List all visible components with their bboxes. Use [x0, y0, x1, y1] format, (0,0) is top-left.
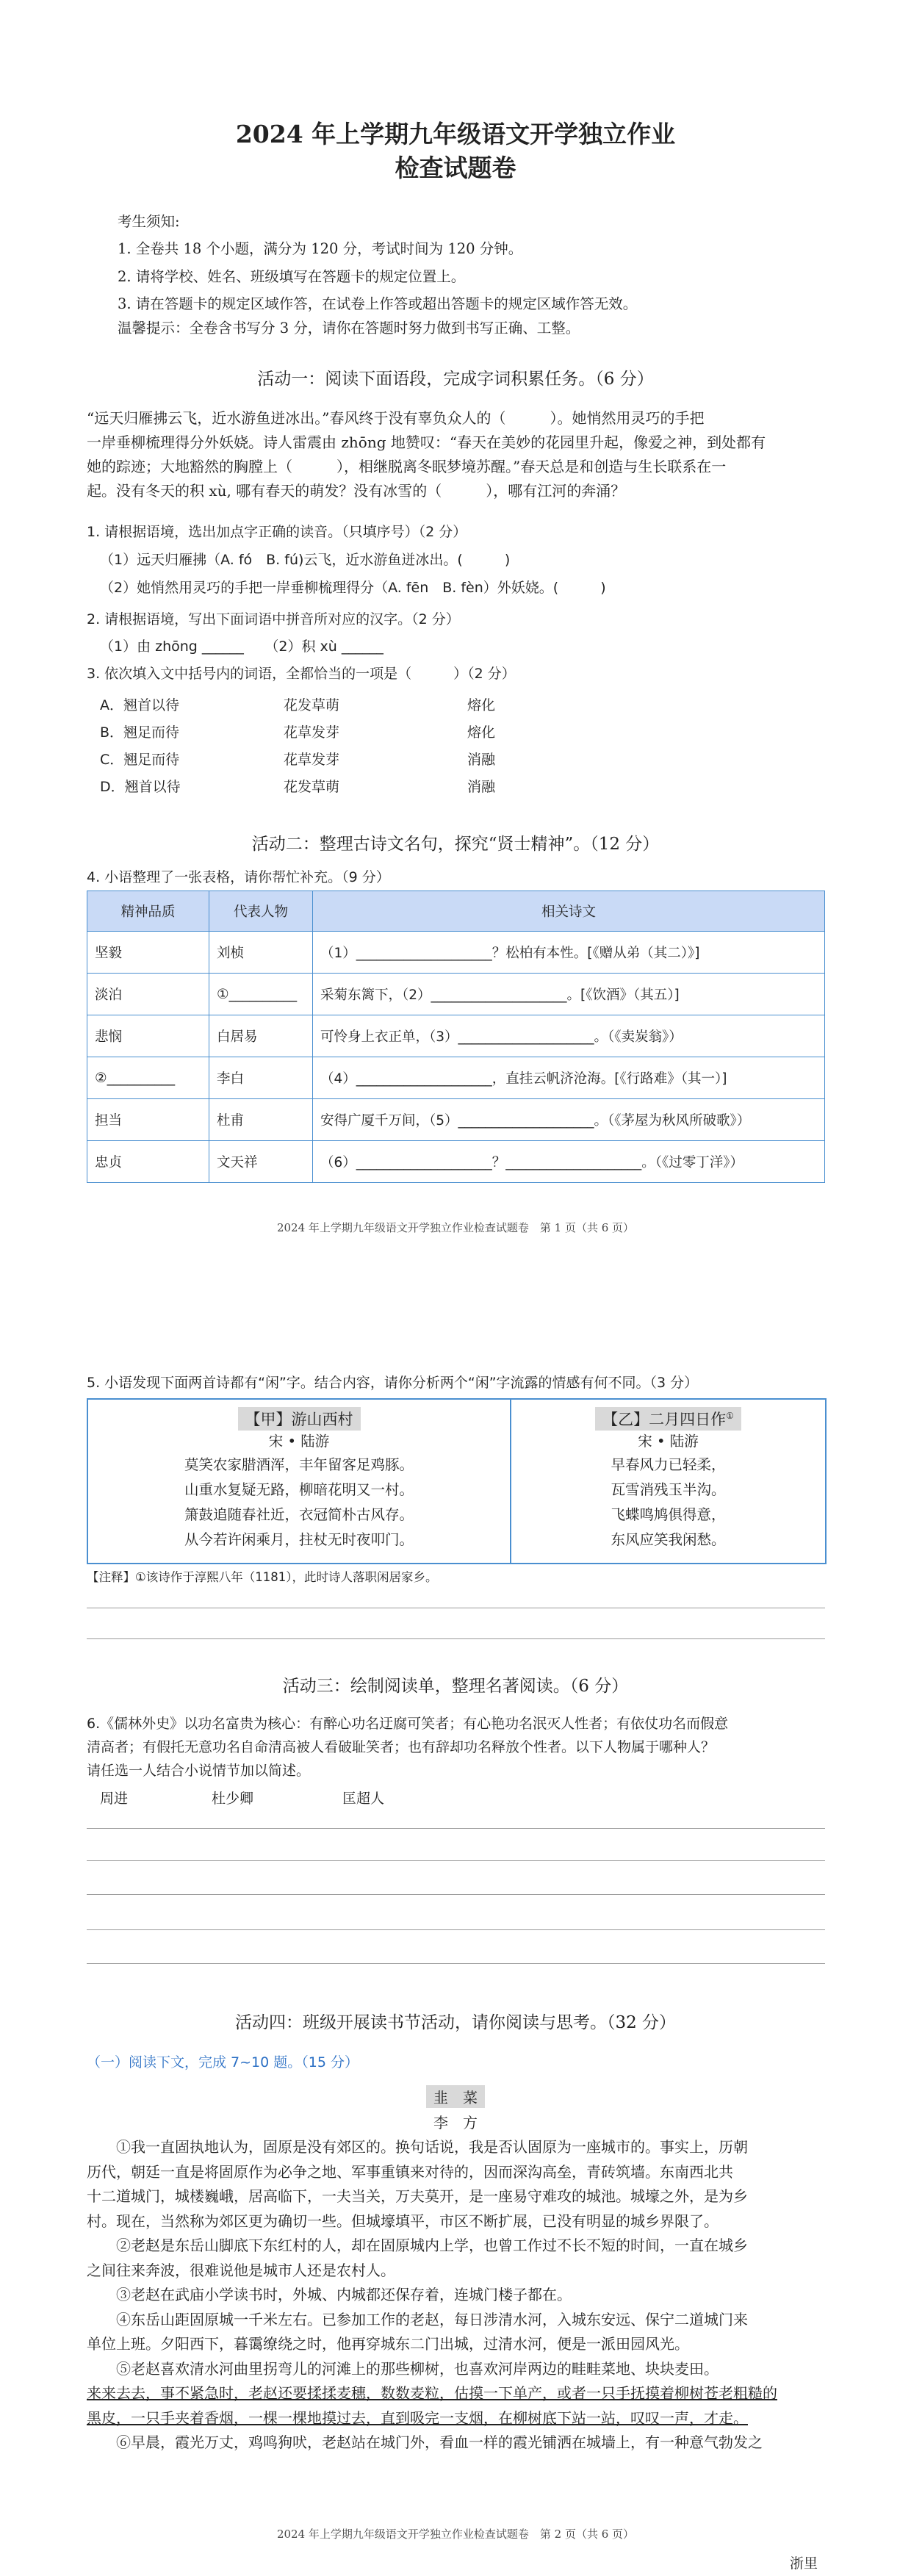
- notice-item-3: 3. 请在答题卡的规定区域作答，在试卷上作答或超出答题卡的规定区域作答无效。: [118, 295, 638, 312]
- cell-poem[interactable]: （1）____________________？松柏有本性。[《赠从弟（其二）》]: [313, 932, 825, 974]
- q3-option-c: C．翘足而待 花草发芽 消融: [100, 752, 496, 768]
- q4-table: [87, 891, 825, 1183]
- table-row: [87, 1099, 825, 1141]
- page-footer-1: 2024 年上学期九年级语文开学独立作业检查试题卷 第 1 页（共 6 页）: [276, 1221, 635, 1234]
- essay-line: ③老赵在武庙小学读书时，外城、内城都还保存着，连城门楼子都在。: [116, 2286, 572, 2303]
- header-quality: 精神品质: [87, 891, 209, 932]
- person-option: 匡超人: [342, 1791, 385, 1807]
- poem-b-line: 瓦雪消残玉半沟。: [611, 1481, 726, 1498]
- q3-option-b: B．翘足而待 花草发芽 熔化: [100, 724, 496, 741]
- cell-quality: 担当: [87, 1099, 209, 1141]
- poem-b-title: 【乙】二月四日作①: [595, 1407, 741, 1431]
- notice-tip: 温馨提示：全卷含书写分 3 分，请你在答题时努力做到书写正确、工整。: [118, 320, 580, 337]
- essay-line: ②老赵是东岳山脚底下东红村的人，却在固原城内上学，也曾工作过不长不短的时间，一直在城乡: [116, 2237, 748, 2254]
- passage-line: 一岸垂柳梳理得分外妖娆。诗人雷震由 zhōng 地赞叹：“春天在美妙的花园里升起，像爱之神，到处都有: [87, 433, 766, 451]
- q3-option-a: A．翘首以待 花发草萌 熔化: [100, 697, 496, 713]
- q6-people: [100, 1788, 384, 1807]
- cell-person: 白居易: [209, 1015, 313, 1057]
- table-row: [87, 1015, 825, 1057]
- essay-line: 单位上班。夕阳西下，暮霭缭绕之时，他再穿城东二门出城，过清水河，便是一派田园风光。: [87, 2335, 689, 2353]
- essay-line: 十二道城门，城楼巍峨，居高临下，一夫当关，万夫莫开，是一座易守难攻的城池。城壕之外，是为乡: [87, 2187, 748, 2205]
- answer-line[interactable]: [87, 1894, 825, 1895]
- cell-person[interactable]: ①__________: [209, 974, 313, 1015]
- poem-b-line: 东风应笑我闲愁。: [611, 1531, 726, 1548]
- notice-item-1: 1. 全卷共 18 个小题，满分为 120 分，考试时间为 120 分钟。: [118, 240, 523, 257]
- q2-stem: 2. 请根据语境，写出下面词语中拼音所对应的汉字。（2 分）: [87, 611, 460, 627]
- answer-line[interactable]: [87, 1963, 825, 1964]
- activity3-title: 活动三：绘制阅读单，整理名著阅读。（6 分）: [282, 1677, 629, 1696]
- essay-title-wrap: [0, 2085, 911, 2108]
- table-row: [87, 974, 825, 1015]
- activity2-title: 活动二：整理古诗文名句，探究“贤士精神”。（12 分）: [251, 835, 660, 854]
- cell-quality: 悲悯: [87, 1015, 209, 1057]
- poem-b-author: 宋 • 陆游: [638, 1433, 699, 1450]
- cell-person: 李白: [209, 1057, 313, 1099]
- person-option: 周进: [100, 1791, 129, 1807]
- table-row: [87, 1141, 825, 1183]
- q6-line: 清高者；有假托无意功名自命清高被人看破耻笑者；也有辞却功名释放个性者。以下人物属于哪种人？: [87, 1739, 716, 1755]
- passage-line: 起。没有冬天的积 xù, 哪有春天的萌发？没有冰雪的（ ），哪有江河的奔涌？: [87, 482, 626, 500]
- cell-poem[interactable]: （6）____________________？____________________。（《过零丁洋》）: [313, 1141, 825, 1183]
- poem-a-line: 山重水复疑无路，柳暗花明又一村。: [184, 1481, 414, 1498]
- q6-stem: [87, 1712, 829, 1782]
- section-one-heading: （一）阅读下文，完成 7~10 题。（15 分）: [87, 2054, 359, 2070]
- cell-poem[interactable]: 安得广厦千万间，（5）____________________。（《茅屋为秋风所破歌》）: [313, 1099, 825, 1141]
- essay-line: ④东岳山距固原城一千米左右。已参加工作的老赵，每日涉清水河，入城东安远、保宁二道城门来: [116, 2310, 748, 2328]
- essay-line: ⑥早晨，霞光万丈，鸡鸣狗吠，老赵站在城门外，看血一样的霞光铺洒在城墙上，有一种意气勃发之: [116, 2433, 763, 2451]
- q6-line: 6.《儒林外史》以功名富贵为核心：有醉心功名迂腐可笑者；有心艳功名泯灭人性者；有依仗功名而假意: [87, 1716, 729, 1732]
- q4-table-header: [87, 891, 825, 932]
- cell-poem[interactable]: 采菊东篱下，（2）____________________。[《饮酒》（其五）]: [313, 974, 825, 1015]
- activity1-passage: [87, 406, 825, 503]
- answer-line[interactable]: [87, 1638, 825, 1639]
- cell-person: 刘桢: [209, 932, 313, 974]
- poem-a-line: 莫笑农家腊酒浑，丰年留客足鸡豚。: [184, 1456, 414, 1473]
- answer-line[interactable]: [87, 1860, 825, 1861]
- q5-note: 【注释】①该诗作于淳熙八年（1181），此时诗人落职闲居家乡。: [87, 1570, 438, 1584]
- poem-a-title: 【甲】游山西村: [238, 1407, 361, 1431]
- poem-a: [88, 1407, 510, 1553]
- q6-line: 请任选一人结合小说情节加以简述。: [87, 1763, 311, 1779]
- essay-author: 李 方: [433, 2114, 478, 2131]
- poem-a-line: 箫鼓追随春社近，衣冠简朴古风存。: [184, 1506, 414, 1523]
- essay-line: ⑤老赵喜欢清水河曲里拐弯儿的河滩上的那些柳树，也喜欢河岸两边的畦畦菜地、块块麦田。: [116, 2359, 719, 2378]
- poem-a-line: 从今若许闲乘月，拄杖无时夜叩门。: [184, 1531, 414, 1548]
- table-row: [87, 932, 825, 974]
- exam-title-line1: 2024 年上学期九年级语文开学独立作业: [235, 120, 676, 148]
- q1-option-2: （2）她悄然用灵巧的手把一岸垂柳梳理得分（A. fēn B. fèn）外妖娆。( ): [100, 580, 606, 596]
- header-person: 代表人物: [209, 891, 313, 932]
- page-footer-2: 2024 年上学期九年级语文开学独立作业检查试题卷 第 2 页（共 6 页）: [276, 2528, 635, 2541]
- q3-option-d: D．翘首以待 花发草萌 消融: [100, 779, 496, 795]
- cell-poem[interactable]: 可怜身上衣正单，（3）____________________。（《卖炭翁》）: [313, 1015, 825, 1057]
- corner-mark: 浙里: [790, 2555, 818, 2572]
- poem-b-line: 飞蝶鸣鸠俱得意，: [611, 1506, 726, 1523]
- cell-person: 杜甫: [209, 1099, 313, 1141]
- passage-line: “远天归雁拂云飞，近水游鱼迸冰出。”春风终于没有辜负众人的（ ）。她悄然用灵巧的手把: [87, 409, 705, 427]
- poem-b-line: 早春风力已轻柔，: [611, 1456, 726, 1473]
- q1-stem: 1. 请根据语境，选出加点字正确的读音。（只填序号）（2 分）: [87, 524, 467, 540]
- essay-line: ①我一直固执地认为，固原是没有郊区的。换句话说，我是否认固原为一座城市的。事实上，历朝: [116, 2138, 748, 2156]
- notice-heading: 考生须知:: [118, 213, 180, 230]
- activity1-title: 活动一：阅读下面语段，完成字词积累任务。（6 分）: [257, 370, 654, 389]
- essay-line: 村。现在，当然称为郊区更为确切一些。但城壕填平，市区不断扩展，已没有明显的城乡界限了。: [87, 2212, 719, 2230]
- q2-answer: （1）由 zhōng ______ （2）积 xù ______: [100, 638, 384, 655]
- answer-line[interactable]: [87, 1828, 825, 1829]
- exam-title-line2: 检查试题卷: [395, 154, 516, 182]
- essay-body: [87, 2135, 825, 2456]
- q5-stem: 5. 小语发现下面两首诗都有“闲”字。结合内容，请你分析两个“闲”字流露的情感有何不同。（3 分）: [87, 1375, 699, 1391]
- poem-b: [511, 1407, 825, 1553]
- cell-quality: 坚毅: [87, 932, 209, 974]
- poem-a-author: 宋 • 陆游: [268, 1433, 330, 1450]
- essay-line-underlined: 来来去去，事不紧急时，老赵还要揉揉麦穗，数数麦粒，估摸一下单产，或者一只手抚摸着柳树苍老粗糙的: [87, 2384, 777, 2402]
- essay-title: 韭 菜: [426, 2085, 485, 2108]
- cell-quality: 淡泊: [87, 974, 209, 1015]
- activity4-title: 活动四：班级开展读书节活动，请你阅读与思考。（32 分）: [234, 2013, 677, 2032]
- essay-line: 历代，朝廷一直是将固原作为必争之地、军事重镇来对待的，因而深沟高垒，青砖筑墙。东南西北共: [87, 2162, 733, 2181]
- essay-line: 之间往来奔波，很难说他是城市人还是农村人。: [87, 2261, 395, 2279]
- q4-stem: 4. 小语整理了一张表格，请你帮忙补充。（9 分）: [87, 869, 390, 885]
- passage-line: 她的踪迹；大地豁然的胸膛上（ ），相继脱离冬眠梦境苏醒。”春天总是和创造与生长联系在一: [87, 458, 727, 475]
- person-option: 杜少卿: [212, 1791, 254, 1807]
- cell-person: 文天祥: [209, 1141, 313, 1183]
- cell-poem[interactable]: （4）____________________，直挂云帆济沧海。[《行路难》（其一）]: [313, 1057, 825, 1099]
- q3-stem: 3. 依次填入文中括号内的词语，全都恰当的一项是（ ）（2 分）: [87, 666, 516, 682]
- cell-quality[interactable]: ②__________: [87, 1057, 209, 1099]
- notice-item-2: 2. 请将学校、姓名、班级填写在答题卡的规定位置上。: [118, 268, 466, 285]
- q3-options: [100, 692, 495, 801]
- essay-line-underlined: 黑皮，一只手夹着香烟，一棵一棵地摸过去，直到吸完一支烟，在柳树底下站一站，叹叹一声，才走。: [87, 2408, 748, 2427]
- cell-quality: 忠贞: [87, 1141, 209, 1183]
- header-poem: 相关诗文: [313, 891, 825, 932]
- table-row: [87, 1057, 825, 1099]
- q1-option-1: （1）远天归雁拂（A. fó B. fú)云飞，近水游鱼迸冰出。( ): [100, 552, 511, 568]
- poems-box: [87, 1398, 827, 1564]
- answer-line[interactable]: [87, 1929, 825, 1930]
- poem-b-note-mark: ①: [726, 1411, 734, 1421]
